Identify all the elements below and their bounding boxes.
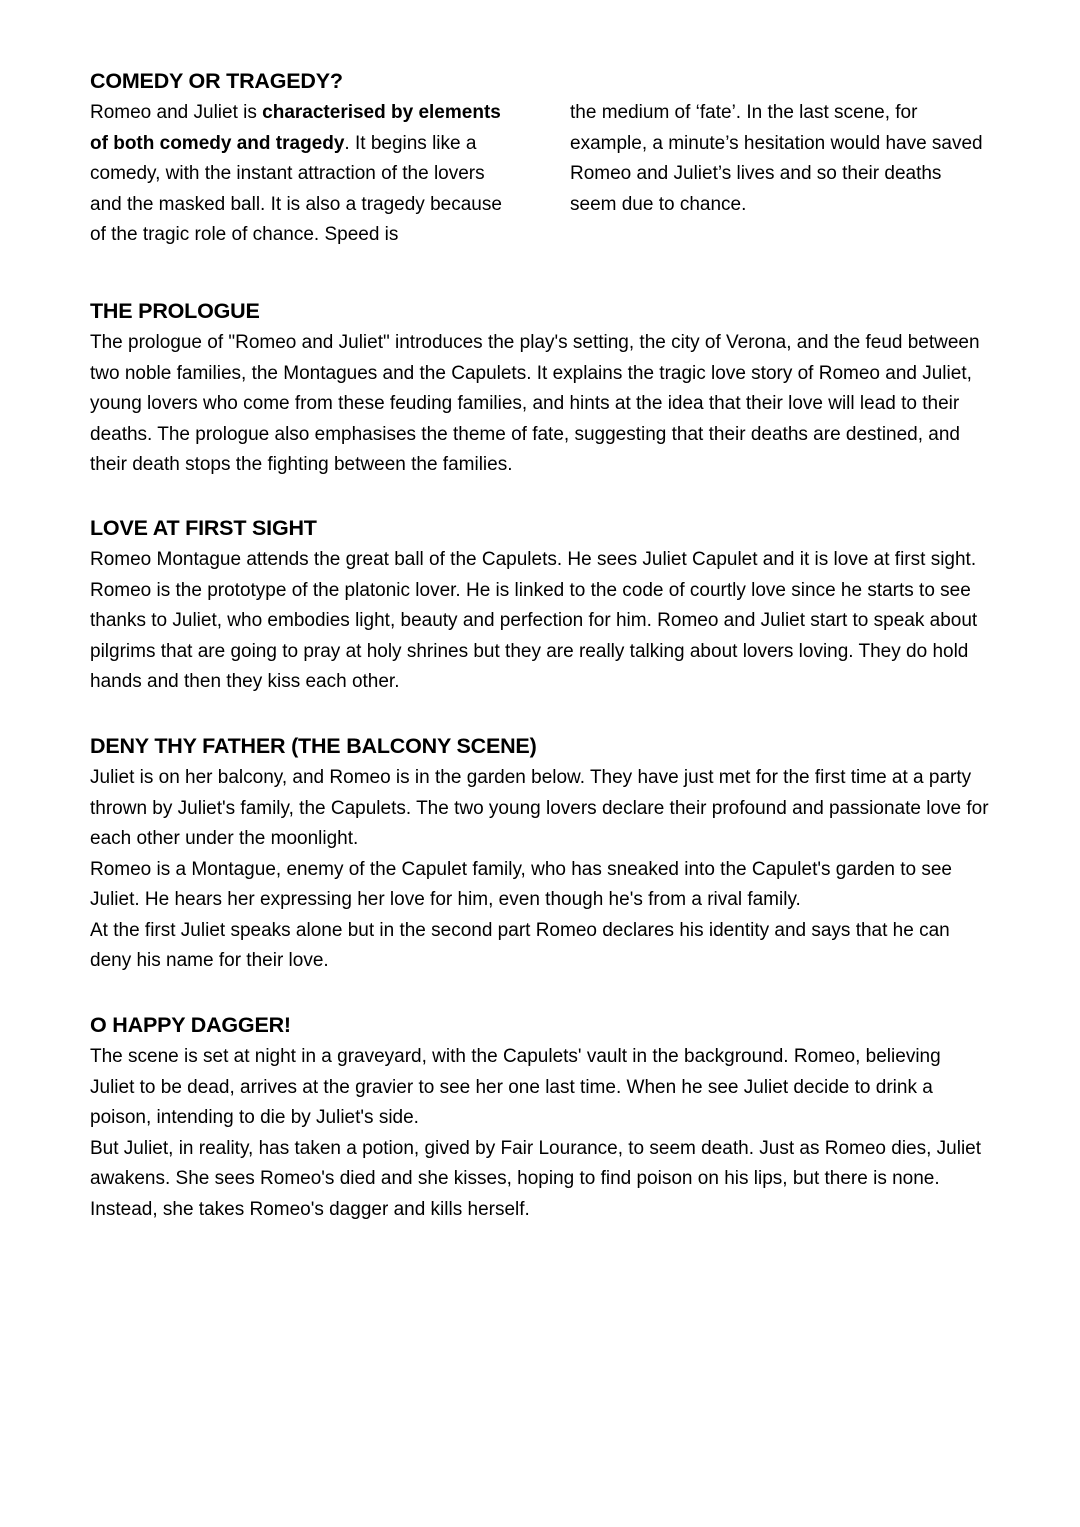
right-column-paragraph: the medium of ‘fate’. In the last scene, for example, a minute’s hesitation would have saved Romeo and Juliet’s lives and so their deaths seem due to chance. [570,102,983,215]
paragraph: But Juliet, in reality, has taken a potion, gived by Fair Lourance, to seem death. Just as Romeo dies, Juliet awakens. She sees Romeo's died and she kisses, hoping to find poison on his lips, but there is none. Instead, she takes Romeo's dagger and kills herself. [90,1137,982,1221]
paragraph: Romeo is a Montague, enemy of the Capulet family, who has sneaked into the Capulet's garden to see Juliet. He hears her expressing her love for him, even though he's from a rival family. [90,858,952,911]
section-comedy-or-tragedy [90,66,990,251]
paragraph: The prologue of "Romeo and Juliet" introduces the play's setting, the city of Verona, and the feud between two noble families, the Montagues and the Capulets. It explains the tragic love story of Romeo and Juliet, young lovers who come from these feuding families, and hints at the idea that their love will lead to their deaths. The prologue also emphasises the theme of fate, suggesting that their deaths are destined, and their death stops the fighting between the families. [90,331,980,476]
paragraph-text: Romeo and Juliet is [90,102,263,123]
section-happy-dagger [90,1010,990,1226]
section-heading: DENY THY FATHER (THE BALCONY SCENE) [90,733,537,758]
bold-emphasis: characterised by elements of both comedy and tragedy [90,102,501,154]
paragraph: Romeo Montague attends the great ball of the Capulets. He sees Juliet Capulet and it is love at first sight. Romeo is the prototype of the platonic lover. He is linked to the code of courtly love since he starts to see thanks to Juliet, who embodies light, beauty and perfection for him. Romeo and Juliet start to speak about pilgrims that are going to pray at holy shrines but they are really talking about lovers loving. They do hold hands and then they kiss each other. [90,548,978,693]
paragraph-text: . It begins like a comedy, with the instant attraction of the lovers and the masked ball. It is also a tragedy because of the tragic role of chance. Speed is [90,132,502,246]
section-love-at-first-sight [90,513,990,698]
document-page [90,66,990,1226]
paragraph: The scene is set at night in a graveyard, with the Capulets' vault in the background. Romeo, believing Juliet to be dead, arrives at the gravier to see her one last time. When he see Juliet decide to drink a poison, intending to die by Juliet's side. [90,1046,941,1129]
paragraph: At the first Juliet speaks alone but in the second part Romeo declares his identity and says that he can deny his name for their love. [90,919,950,972]
two-column-layout [90,98,990,251]
section-heading: O HAPPY DAGGER! [90,1013,291,1038]
section-prologue [90,296,990,481]
paragraph: Juliet is on her balcony, and Romeo is in the garden below. They have just met for the first time at a party thrown by Juliet's family, the Capulets. The two young lovers declare their profound and passionate love for each other under the moonlight. [90,766,989,850]
section-heading: LOVE AT FIRST SIGHT [90,515,317,540]
section-heading: COMEDY OR TRAGEDY? [90,69,343,93]
section-balcony-scene [90,731,990,977]
section-heading: THE PROLOGUE [90,298,260,323]
left-column-paragraph [90,98,515,251]
